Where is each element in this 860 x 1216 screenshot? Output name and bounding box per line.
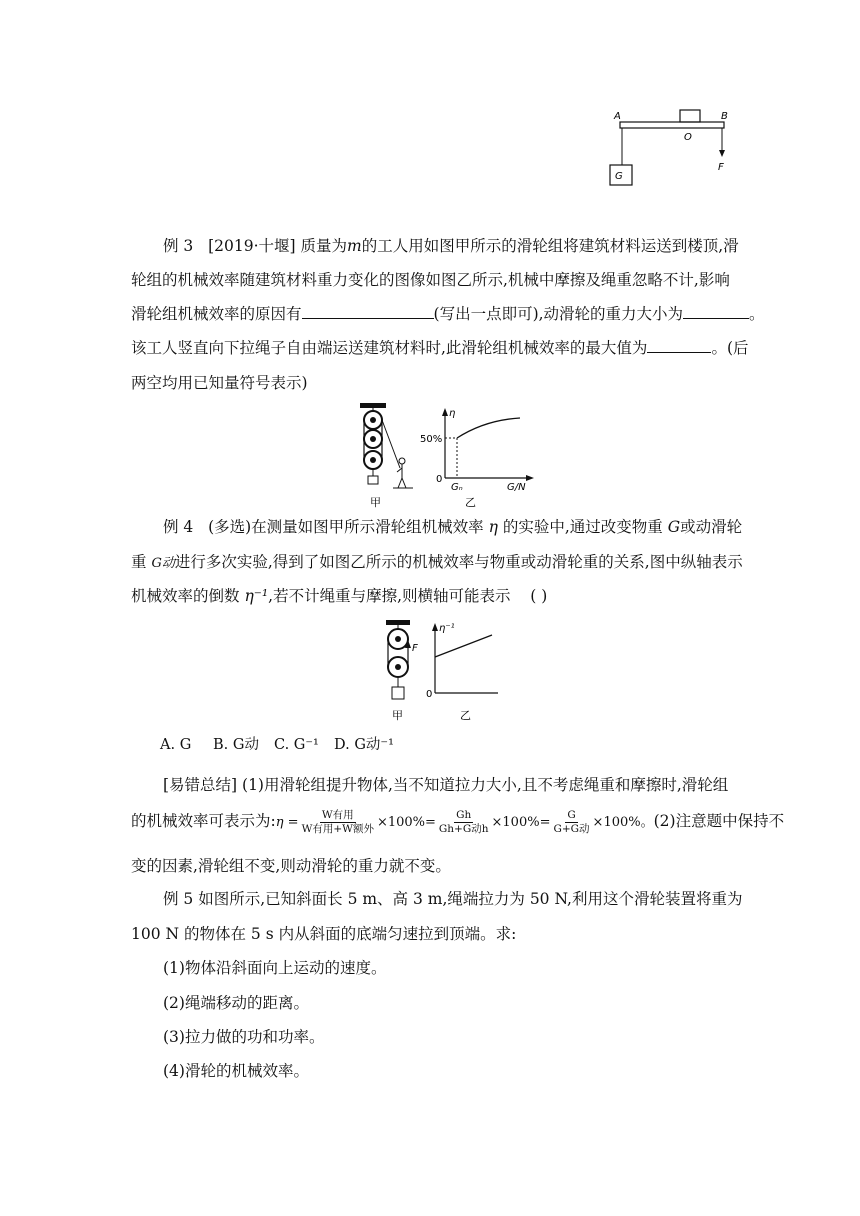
example5-q4: (4)滑轮的机械效率。 xyxy=(163,1062,309,1080)
efficiency-graph-yi xyxy=(420,408,534,509)
lever-label-a: A xyxy=(614,111,621,122)
fraction-2: $\frac{Gh}{\text{Gh+G动h}}$ xyxy=(438,808,489,835)
graph3-x-mark: Gₙ xyxy=(451,482,463,493)
graph4-origin: 0 xyxy=(426,689,433,700)
caption-jia-4: 甲 xyxy=(392,709,403,722)
graph4-y-axis: η⁻¹ xyxy=(439,623,455,634)
lever-label-b: B xyxy=(721,111,728,122)
option-b[interactable]: B. G动 xyxy=(213,737,259,753)
lever-weight-block xyxy=(680,110,700,122)
summary-line2: 的机械效率可表示为:η = $\frac{\text{W有用}}{\text{W有用+W额外}}$ ×100%= $\frac{Gh}{\text{Gh+G动h}}$ ×100%= $\frac{G}{\text{G+G动}}$ ×100%。(2)注意题中保持不 xyxy=(131,808,785,835)
example3-line3: 滑轮组机械效率的原因有 (写出一点即可),动滑轮的重力大小为 。 xyxy=(131,305,765,323)
answer-paren[interactable]: ( ) xyxy=(530,587,548,605)
lever-label-f: F xyxy=(718,162,724,173)
pulley-system-jia xyxy=(360,403,413,509)
caption-yi-3: 乙 xyxy=(465,496,476,509)
inverse-efficiency-graph-yi xyxy=(426,623,498,722)
answer-blank-2[interactable] xyxy=(683,304,749,319)
graph4-force: F xyxy=(412,643,418,654)
example5-line2: 100 N 的物体在 5 s 内从斜面的底端匀速拉到顶端。求: xyxy=(131,925,517,943)
caption-yi-4: 乙 xyxy=(460,709,471,722)
example4-figure xyxy=(370,615,510,727)
lever-label-g: G xyxy=(615,171,623,182)
lever-figure xyxy=(600,105,750,195)
example3-line2: 轮组的机械效率随建筑材料重力变化的图像如图乙所示,机械中摩擦及绳重忽略不计,影响 xyxy=(131,271,730,289)
example3-line5: 两空均用已知量符号表示) xyxy=(131,374,308,392)
example3-line1: 例 3 [2019·十堰] 质量为m的工人用如图甲所示的滑轮组将建筑材料运送到楼顶,滑 xyxy=(163,237,739,255)
graph3-origin: 0 xyxy=(436,474,443,485)
summary-line3: 变的因素,滑轮组不变,则动滑轮的重力就不变。 xyxy=(131,857,451,875)
example5-q1: (1)物体沿斜面向上运动的速度。 xyxy=(163,959,387,977)
caption-jia-3: 甲 xyxy=(370,496,381,509)
fraction-1: $\frac{\text{W有用}}{\text{W有用+W额外}}$ xyxy=(301,808,374,835)
example4-line3: 机械效率的倒数 η⁻¹,若不计绳重与摩擦,则横轴可能表示 ( ) xyxy=(131,587,548,605)
fraction-3: $\frac{G}{\text{G+G动}}$ xyxy=(553,808,590,835)
answer-blank-3[interactable] xyxy=(647,338,711,353)
example3-figure xyxy=(345,398,545,513)
option-c[interactable]: C. G⁻¹ xyxy=(274,737,319,753)
example5-q2: (2)绳端移动的距离。 xyxy=(163,994,309,1012)
summary-line1: [易错总结] (1)用滑轮组提升物体,当不知道拉力大小,且不考虑绳重和摩擦时,滑轮组 xyxy=(163,776,729,794)
graph3-y-axis: η xyxy=(449,408,456,419)
example3-line4: 该工人竖直向下拉绳子自由端运送建筑材料时,此滑轮组机械效率的最大值为 。(后 xyxy=(131,339,749,357)
example5-q3: (3)拉力做的功和功率。 xyxy=(163,1028,325,1046)
graph3-x-axis: G/N xyxy=(507,482,526,493)
answer-blank-1[interactable] xyxy=(302,304,434,319)
lever-bar xyxy=(620,122,724,128)
example4-line1: 例 4 (多选)在测量如图甲所示滑轮组机械效率 η 的实验中,通过改变物重 G或动滑轮 xyxy=(163,518,743,536)
example4-line2: 重 G动进行多次实验,得到了如图乙所示的机械效率与物重或动滑轮重的关系,图中纵轴表示 xyxy=(131,553,743,571)
example5-line1: 例 5 如图所示,已知斜面长 5 m、高 3 m,绳端拉力为 50 N,利用这个滑轮装置将重为 xyxy=(163,890,743,908)
option-d[interactable]: D. G动⁻¹ xyxy=(334,737,394,753)
pulley-system-jia-4 xyxy=(386,620,418,722)
option-a[interactable]: A. G xyxy=(160,737,192,753)
graph3-y-mark: 50% xyxy=(420,434,443,445)
lever-label-o: O xyxy=(684,132,692,143)
